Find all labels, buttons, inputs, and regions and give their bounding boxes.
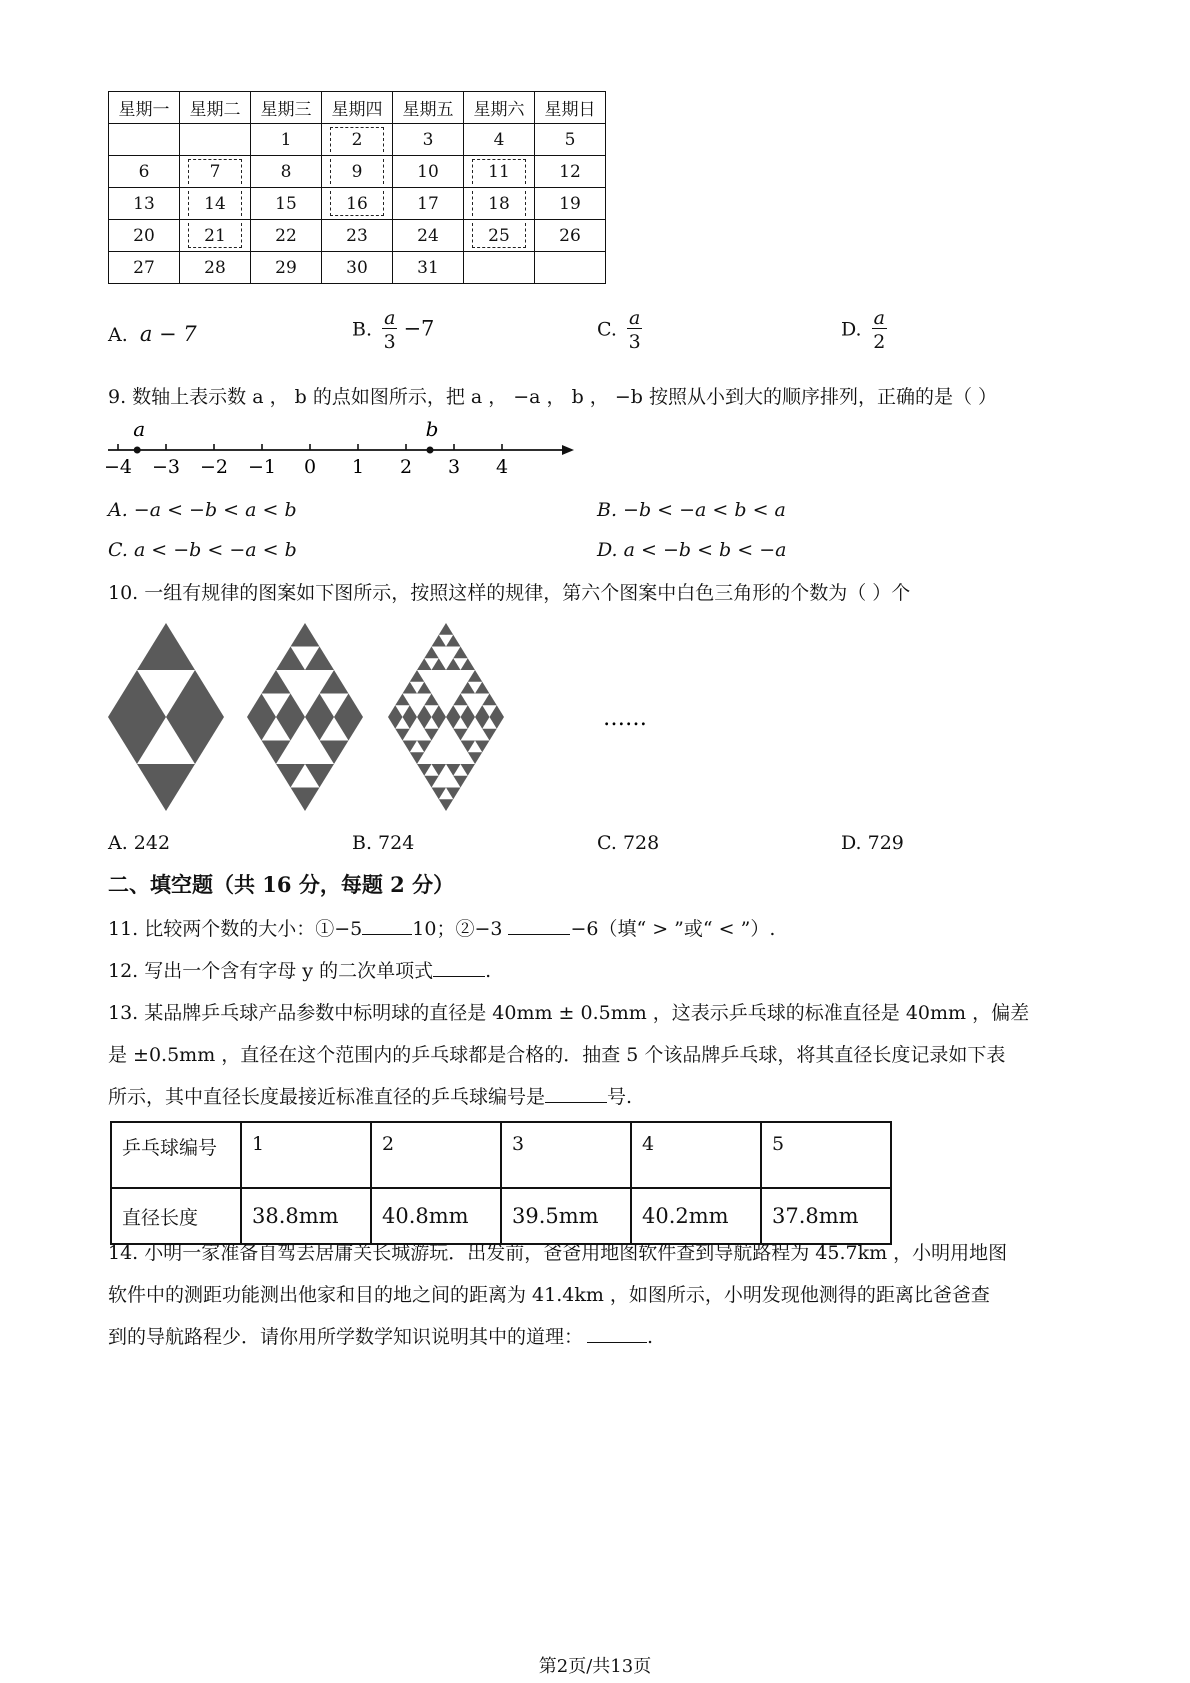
table-cell: 3 xyxy=(501,1122,631,1188)
calendar-cell xyxy=(535,252,606,284)
table-row xyxy=(111,1188,891,1244)
option-label: D. xyxy=(841,318,862,341)
q13-line-1: 13. 某品牌乒乓球产品参数中标明球的直径是 40mm ± 0.5mm ，这表示乒乓球的标准直径是 40mm ，偏差 xyxy=(108,1002,1030,1024)
q8-option-a xyxy=(108,322,197,346)
calendar-row xyxy=(109,156,606,188)
calendar-cell: 2 xyxy=(322,124,393,156)
number-line-tick-label: −3 xyxy=(151,456,181,478)
fraction-numerator: a xyxy=(384,307,396,329)
table-header-cell: 乒乓球编号 xyxy=(111,1122,241,1188)
table-cell: 1 xyxy=(241,1122,371,1188)
number-line-tick-label: 1 xyxy=(351,456,365,478)
calendar-cell: 26 xyxy=(535,220,606,252)
calendar-row xyxy=(109,188,606,220)
answer-blank xyxy=(362,918,412,935)
calendar-table xyxy=(108,91,606,284)
number-line-tick-label: 4 xyxy=(495,456,509,478)
table-cell: 2 xyxy=(371,1122,501,1188)
calendar-header: 星期四 xyxy=(322,92,393,124)
calendar-cell xyxy=(109,124,180,156)
number-line xyxy=(100,420,580,480)
q10-option-d: D. 729 xyxy=(841,832,904,854)
pattern-figure-3 xyxy=(388,623,504,811)
q12-text: 12. 写出一个含有字母 y 的二次单项式 xyxy=(108,960,434,982)
section-heading: 二、填空题（共 16 分，每题 2 分） xyxy=(108,872,455,897)
calendar-row xyxy=(109,220,606,252)
point-a-label: a xyxy=(133,420,146,441)
calendar-cell: 14 xyxy=(180,188,251,220)
option-expression: a − 7 xyxy=(139,322,197,346)
number-line-tick-label: −2 xyxy=(199,456,229,478)
calendar-cell xyxy=(464,252,535,284)
calendar-cell: 6 xyxy=(109,156,180,188)
table-cell: 39.5mm xyxy=(501,1188,631,1244)
option-label: B. xyxy=(352,318,373,341)
calendar-cell: 8 xyxy=(251,156,322,188)
calendar-cell: 4 xyxy=(464,124,535,156)
number-line-tick-label: 3 xyxy=(447,456,461,478)
calendar-cell: 28 xyxy=(180,252,251,284)
answer-blank xyxy=(508,918,570,935)
q9-option-b: B. −b < −a < b < a xyxy=(597,499,786,521)
pattern-figure-1 xyxy=(108,623,224,811)
calendar-cell: 17 xyxy=(393,188,464,220)
q10-option-b: B. 724 xyxy=(352,832,415,854)
calendar-cell: 7 xyxy=(180,156,251,188)
point-a xyxy=(134,447,141,454)
fraction-denominator: 2 xyxy=(873,331,886,353)
calendar-cell: 25 xyxy=(464,220,535,252)
q14-line-3 xyxy=(108,1322,653,1349)
calendar-header-row xyxy=(109,92,606,124)
calendar-cell: 11 xyxy=(464,156,535,188)
pattern-figure-2 xyxy=(247,623,363,811)
q9-option-c: C. a < −b < −a < b xyxy=(108,539,297,561)
calendar-header: 星期三 xyxy=(251,92,322,124)
q8-option-d xyxy=(841,309,887,352)
table-cell: 37.8mm xyxy=(761,1188,891,1244)
calendar-cell: 1 xyxy=(251,124,322,156)
q11-text: 11. 比较两个数的大小：①−5 xyxy=(108,918,363,940)
calendar-cell: 22 xyxy=(251,220,322,252)
ping-pong-table xyxy=(110,1121,892,1245)
q13-text: 所示，其中直径长度最接近标准直径的乒乓球编号是 xyxy=(108,1086,546,1108)
calendar-cell: 15 xyxy=(251,188,322,220)
table-cell: 38.8mm xyxy=(241,1188,371,1244)
fraction-numerator: a xyxy=(628,307,641,329)
q9-option-a: A. −a < −b < a < b xyxy=(108,499,297,521)
answer-blank xyxy=(433,960,485,977)
q10-option-a: A. 242 xyxy=(108,832,171,854)
point-b-label: b xyxy=(425,420,439,441)
calendar-cell: 23 xyxy=(322,220,393,252)
q14-text: . xyxy=(647,1326,654,1348)
table-cell: 5 xyxy=(761,1122,891,1188)
q13-line-3 xyxy=(108,1082,632,1109)
q14-text: 到的导航路程少．请你用所学数学知识说明其中的道理： xyxy=(108,1326,584,1348)
calendar-cell: 12 xyxy=(535,156,606,188)
q11 xyxy=(108,914,775,941)
q11-text: 10；②−3 xyxy=(412,918,503,940)
calendar-cell: 19 xyxy=(535,188,606,220)
calendar-cell: 5 xyxy=(535,124,606,156)
calendar-cell: 18 xyxy=(464,188,535,220)
calendar-cell: 27 xyxy=(109,252,180,284)
calendar-cell: 16 xyxy=(322,188,393,220)
triangle-pattern-figure xyxy=(100,615,700,820)
page-footer: 第2页/共13页 xyxy=(538,1656,652,1677)
q9-stem: 9. 数轴上表示数 a ， b 的点如图所示，把 a ， −a ， b ， −b 按照从小到大的顺序排列，正确的是（ ） xyxy=(108,386,997,408)
calendar-cell: 21 xyxy=(180,220,251,252)
calendar-header: 星期二 xyxy=(180,92,251,124)
ellipsis: …… xyxy=(603,706,647,731)
calendar-header: 星期五 xyxy=(393,92,464,124)
calendar-cell: 30 xyxy=(322,252,393,284)
number-line-tick-label: −1 xyxy=(247,456,277,478)
fraction-denominator: 3 xyxy=(628,331,641,353)
table-cell: 40.2mm xyxy=(631,1188,761,1244)
q14-line-2: 软件中的测距功能测出他家和目的地之间的距离为 41.4km ，如图所示，小明发现他测得的距离比爸爸查 xyxy=(108,1284,990,1306)
table-header-cell: 直径长度 xyxy=(111,1188,241,1244)
calendar-cell: 13 xyxy=(109,188,180,220)
calendar-cell: 29 xyxy=(251,252,322,284)
number-line-tick-label: 2 xyxy=(399,456,413,478)
calendar-header: 星期六 xyxy=(464,92,535,124)
option-label: A. xyxy=(108,324,128,346)
number-line-tick-label: −4 xyxy=(103,456,133,478)
table-cell: 40.8mm xyxy=(371,1188,501,1244)
calendar-header: 星期一 xyxy=(109,92,180,124)
calendar-row xyxy=(109,252,606,284)
calendar-cell: 20 xyxy=(109,220,180,252)
option-label: C. xyxy=(597,318,617,341)
point-b xyxy=(427,447,434,454)
q12 xyxy=(108,956,491,983)
option-expression: −7 xyxy=(403,316,435,341)
calendar-row xyxy=(109,124,606,156)
table-row xyxy=(111,1122,891,1188)
fraction-denominator: 3 xyxy=(383,331,396,353)
q8-option-c xyxy=(597,309,642,352)
q10-option-c: C. 728 xyxy=(597,832,660,854)
q8-option-b xyxy=(352,309,434,352)
number-line-tick-label: 0 xyxy=(303,456,317,478)
arrow-icon xyxy=(562,445,574,455)
calendar-cell: 9 xyxy=(322,156,393,188)
fraction-numerator: a xyxy=(873,307,885,329)
calendar-cell: 24 xyxy=(393,220,464,252)
table-cell: 4 xyxy=(631,1122,761,1188)
q12-text: . xyxy=(485,960,492,982)
q14-line-1: 14. 小明一家准备自驾去居庸关长城游玩．出发前，爸爸用地图软件查到导航路程为 45.7km ，小明用地图 xyxy=(108,1242,1008,1264)
calendar-header: 星期日 xyxy=(535,92,606,124)
calendar-cell xyxy=(180,124,251,156)
answer-blank xyxy=(545,1086,607,1103)
q13-text: 号. xyxy=(607,1086,633,1108)
q10-stem: 10. 一组有规律的图案如下图所示，按照这样的规律，第六个图案中白色三角形的个数为（ ）个 xyxy=(108,582,911,604)
calendar-cell: 31 xyxy=(393,252,464,284)
q9-option-d: D. a < −b < b < −a xyxy=(597,539,787,561)
answer-blank xyxy=(587,1326,647,1343)
calendar-cell: 10 xyxy=(393,156,464,188)
q13-line-2: 是 ±0.5mm ，直径在这个范围内的乒乓球都是合格的．抽查 5 个该品牌乒乓球，将其直径长度记录如下表 xyxy=(108,1044,1006,1066)
q11-text: −6（填“ > ”或“ < ”）. xyxy=(570,918,776,940)
calendar-cell: 3 xyxy=(393,124,464,156)
